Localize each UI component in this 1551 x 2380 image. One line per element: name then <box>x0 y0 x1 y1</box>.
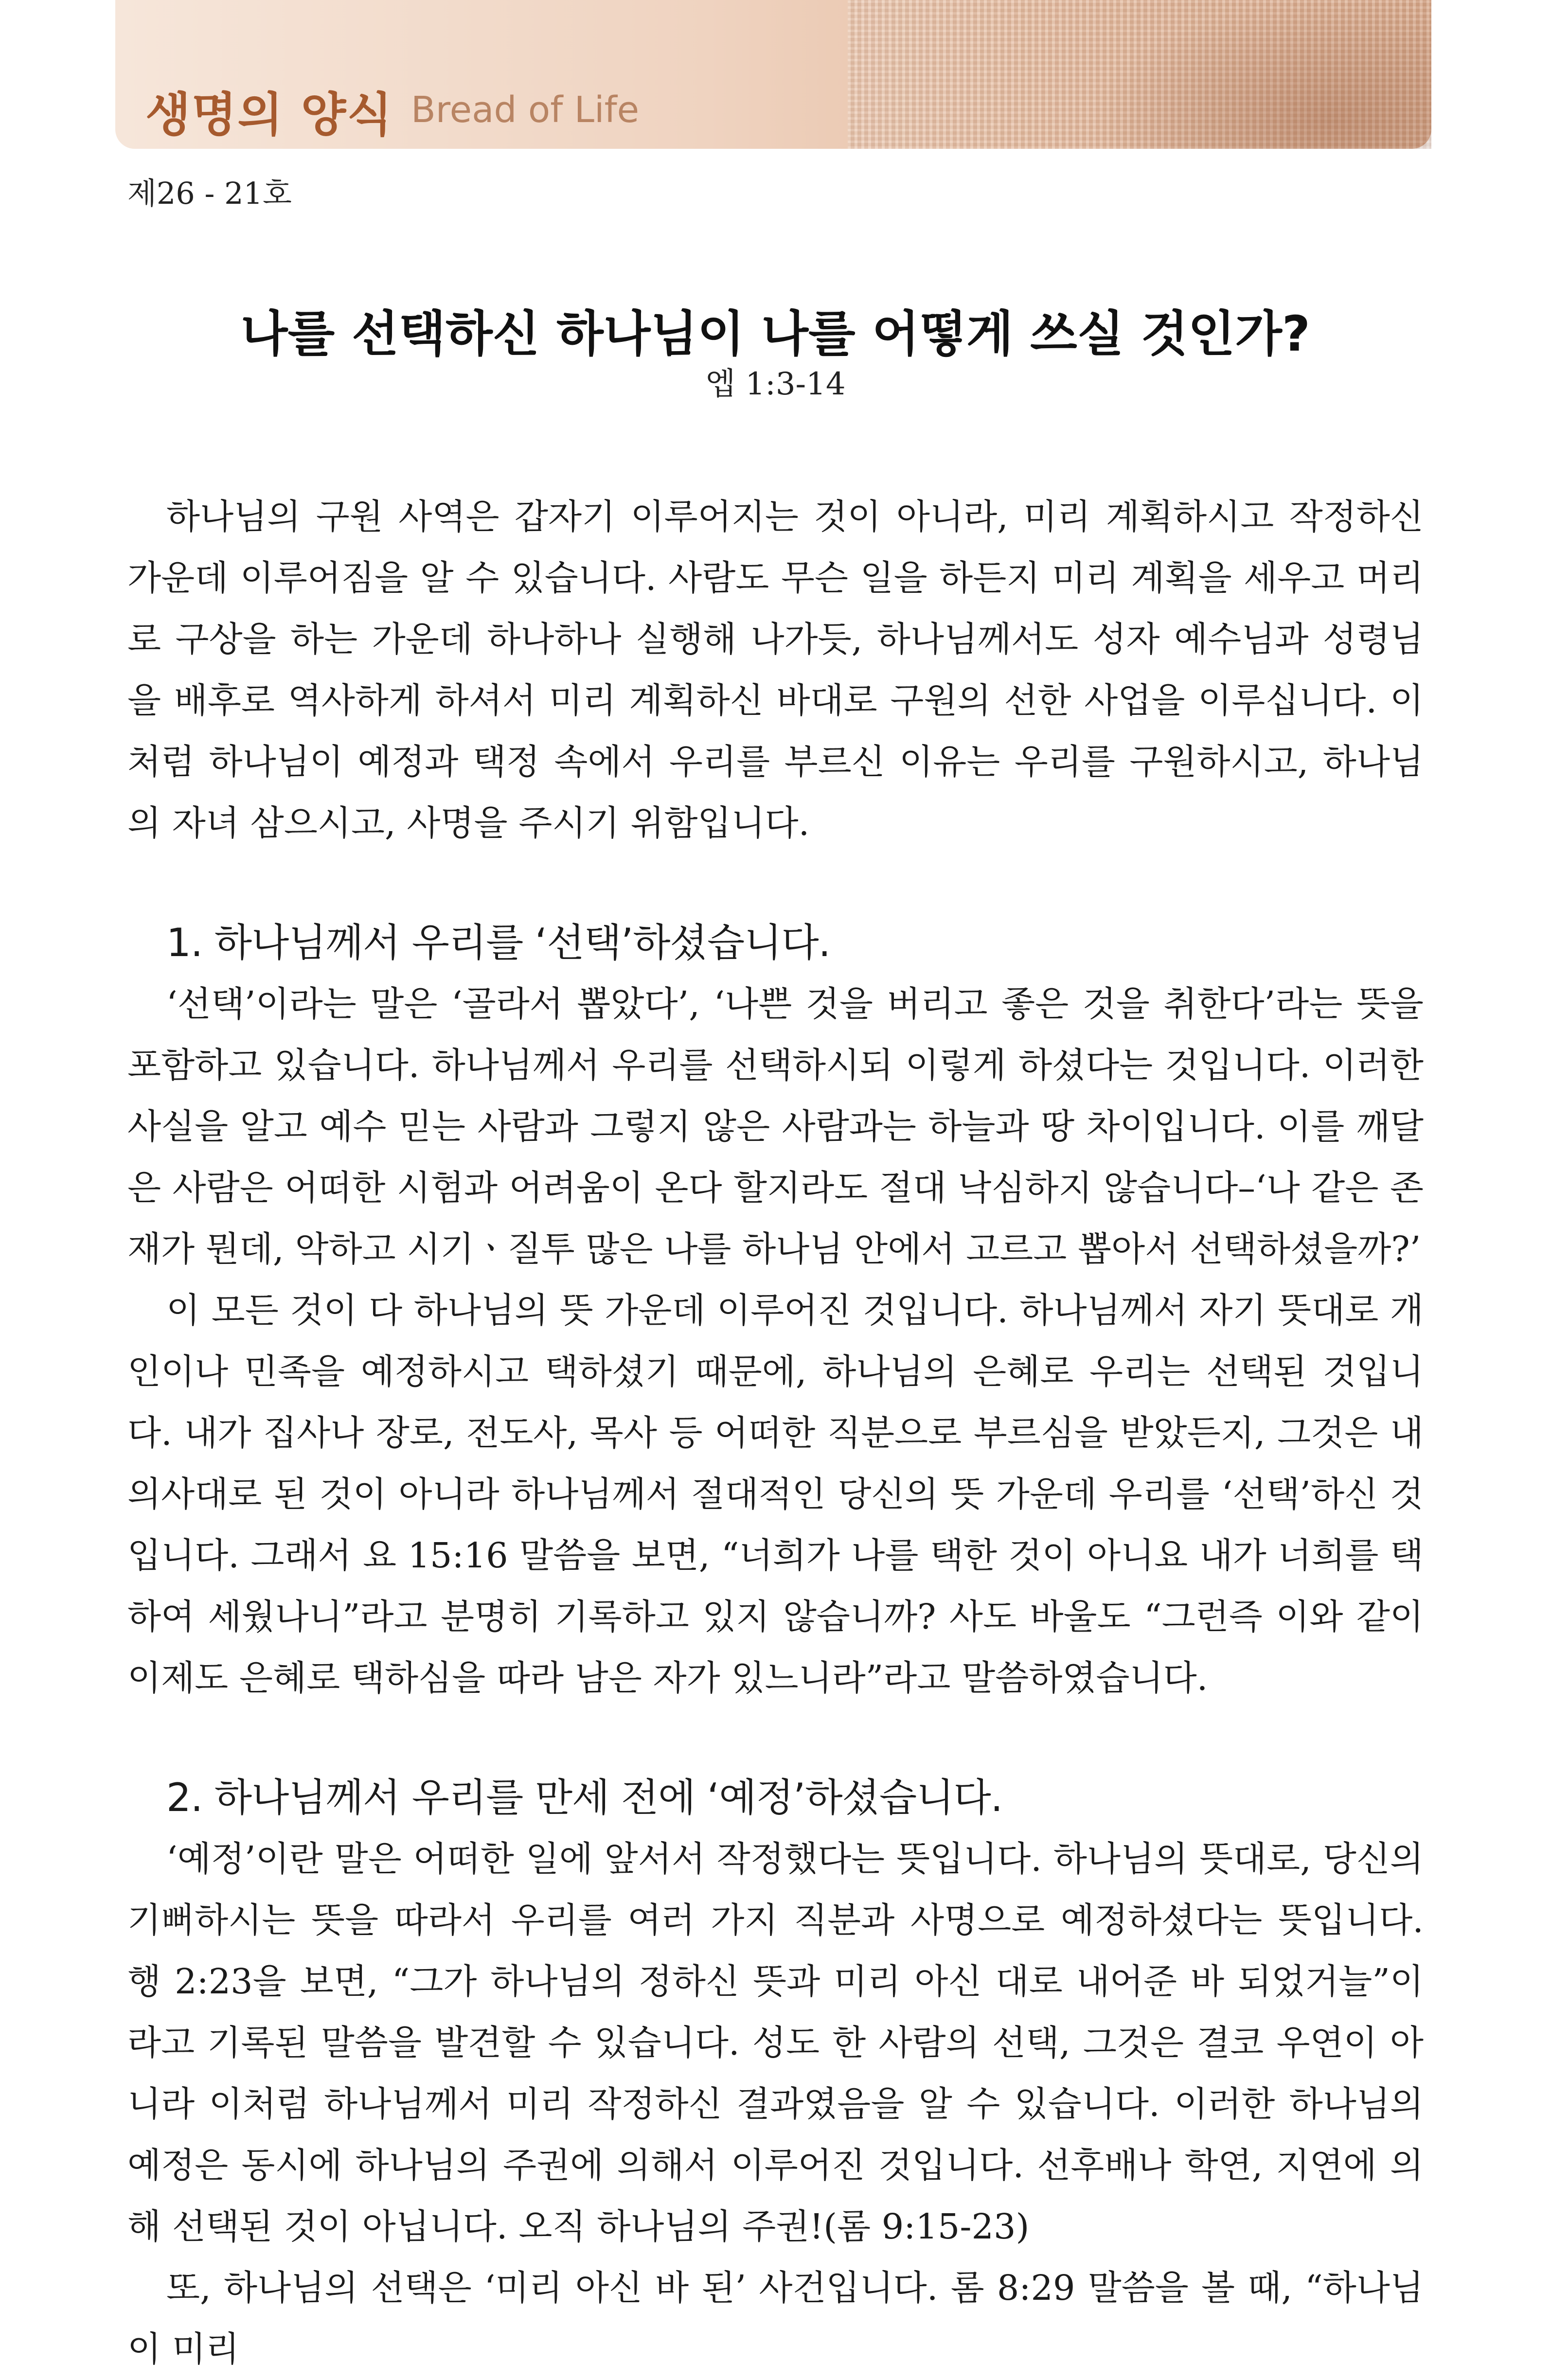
scripture-reference: 엡 1:3-14 <box>705 366 846 402</box>
section-spacer <box>127 1709 1424 1767</box>
section-paragraph: ‘선택’이라는 말은 ‘골라서 뽑았다’, ‘나쁜 것을 버리고 좋은 것을 취한다’라는 뜻을 포함하고 있습니다. 하나님께서 우리를 선택하시되 이렇게 하셨다는 것입니다. 이러한 사실을 알고 예수 믿는 사람과 그렇지 않은 사람과는 하늘과 땅 차이입니다. 이를 깨달은 사람은 어떠한 시험과 어려움이 온다 할지라도 절대 낙심하지 않습니다–‘나 같은 존재가 뭔데, 악하고 시기ㆍ질투 많은 나를 하나님 안에서 고르고 뽑아서 선택하셨을까?’ <box>127 984 1424 1269</box>
article-body <box>127 486 1424 2380</box>
issue-number: 제26 - 21호 <box>127 176 292 211</box>
section-heading: 2. 하나님께서 우리를 만세 전에 ‘예정’하셨습니다. <box>166 1775 1003 1820</box>
header-banner <box>115 0 1431 149</box>
section-spacer <box>127 854 1424 912</box>
sermon-title: 나를 선택하신 하나님이 나를 어떻게 쓰실 것인가? <box>241 305 1310 362</box>
section-paragraph: 또, 하나님의 선택은 ‘미리 아신 바 된’ 사건입니다. 롬 8:29 말씀을 볼 때, “하나님이 미리 <box>127 2268 1424 2369</box>
section-heading: 1. 하나님께서 우리를 ‘선택’하셨습니다. <box>166 920 831 965</box>
intro-paragraph: 하나님의 구원 사역은 갑자기 이루어지는 것이 아니라, 미리 계획하시고 작정하신 가운데 이루어짐을 알 수 있습니다. 사람도 무슨 일을 하든지 미리 계획을 세우고 머리로 구상을 하는 가운데 하나하나 실행해 나가듯, 하나님께서도 성자 예수님과 성령님을 배후로 역사하게 하셔서 미리 계획하신 바대로 구원의 선한 사업을 이루십니다. 이처럼 하나님이 예정과 택정 속에서 우리를 부르신 이유는 우리를 구원하시고, 하나님의 자녀 삼으시고, 사명을 주시기 위함입니다. <box>127 497 1424 843</box>
section-paragraph: ‘예정’이란 말은 어떠한 일에 앞서서 작정했다는 뜻입니다. 하나님의 뜻대로, 당신의 기뻐하시는 뜻을 따라서 우리를 여러 가지 직분과 사명으로 예정하셨다는 뜻입니다. 행 2:23을 보면, “그가 하나님의 정하신 뜻과 미리 아신 대로 내어준 바 되었거늘”이라고 기록된 말씀을 발견할 수 있습니다. 성도 한 사람의 선택, 그것은 결코 우연이 아니라 이처럼 하나님께서 미리 작정하신 결과였음을 알 수 있습니다. 이러한 하나님의 예정은 동시에 하나님의 주권에 의해서 이루어진 것입니다. 선후배나 학연, 지연에 의해 선택된 것이 아닙니다. 오직 하나님의 주권!(롬 9:15-23) <box>127 1839 1424 2247</box>
section-paragraph: 이 모든 것이 다 하나님의 뜻 가운데 이루어진 것입니다. 하나님께서 자기 뜻대로 개인이나 민족을 예정하시고 택하셨기 때문에, 하나님의 은혜로 우리는 선택된 것입니다. 내가 집사나 장로, 전도사, 목사 등 어떠한 직분으로 부르심을 받았든지, 그것은 내 의사대로 된 것이 아니라 하나님께서 절대적인 당신의 뜻 가운데 우리를 ‘선택’하신 것입니다. 그래서 요 15:16 말씀을 보면, “너희가 나를 택한 것이 아니요 내가 너희를 택하여 세웠나니”라고 분명히 기록하고 있지 않습니까? 사도 바울도 “그런즉 이와 같이 이제도 은혜로 택하심을 따라 남은 자가 있느니라”라고 말씀하였습니다. <box>127 1290 1424 1698</box>
header-decorative-shade <box>1091 0 1431 149</box>
publication-subtitle: Bread of Life <box>411 89 640 131</box>
publication-title: 생명의 양식 <box>145 88 393 142</box>
